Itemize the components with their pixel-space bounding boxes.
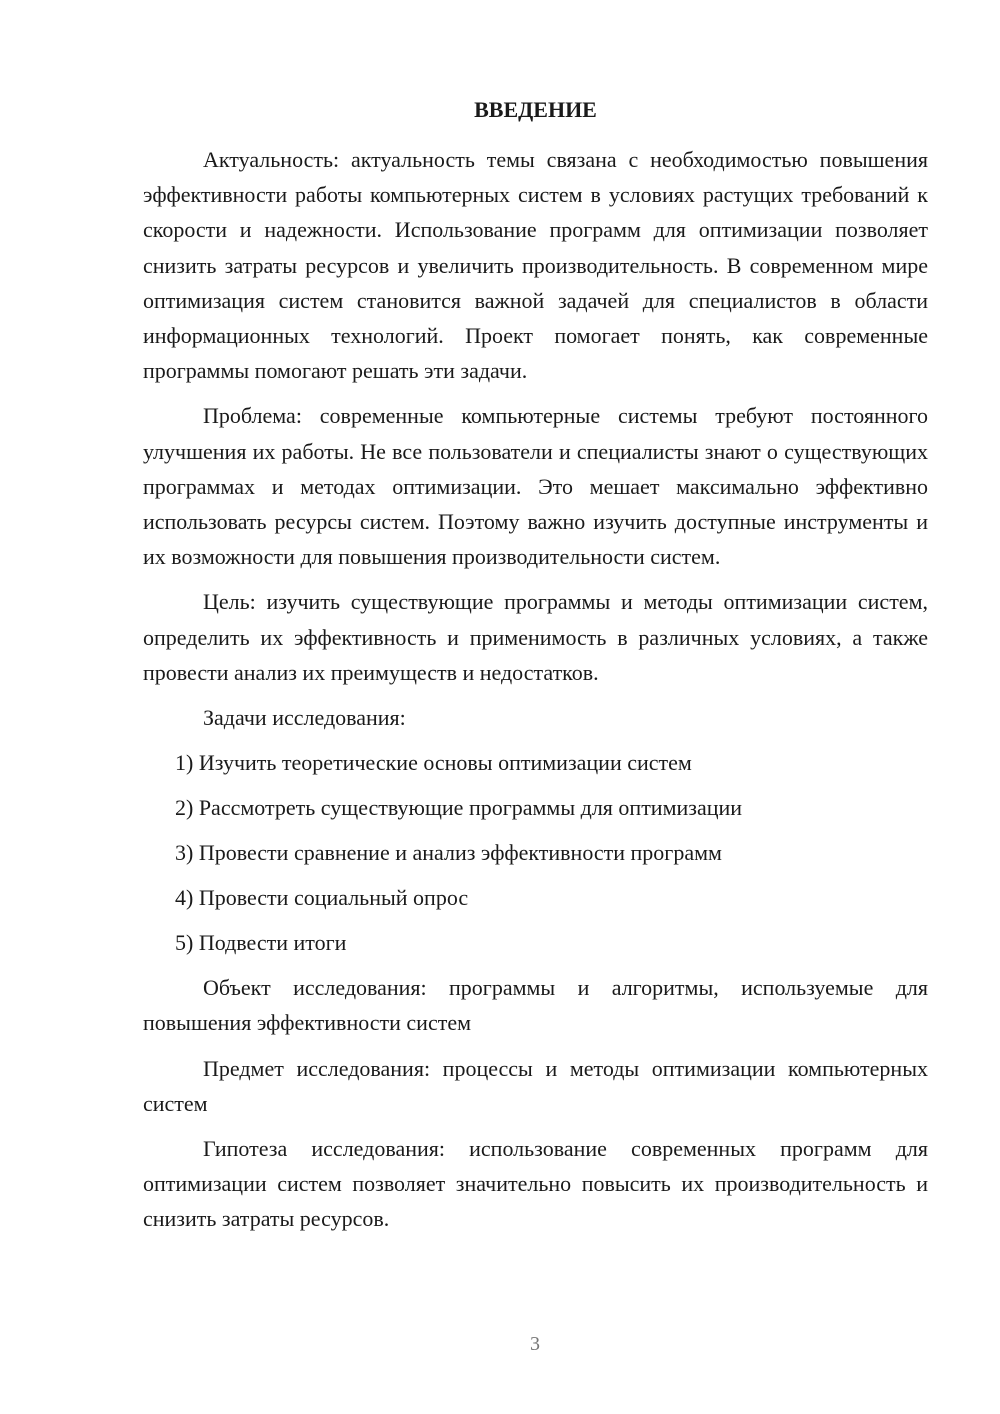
list-item: 3) Провести сравнение и анализ эффективности программ [175, 840, 722, 866]
paragraph-goal: Цель: изучить существующие программы и методы оптимизации систем, определить их эффективность и применимость в различных условиях, а также провести анализ их преимуществ и недостатков. [143, 589, 928, 685]
paragraph-subject: Предмет исследования: процессы и методы оптимизации компьютерных систем [143, 1055, 928, 1116]
page-title: ВВЕДЕНИЕ [474, 97, 597, 122]
paragraph-object: Объект исследования: программы и алгоритмы, используемые для повышения эффективности систем [143, 975, 928, 1036]
tasks-title: Задачи исследования: [203, 705, 406, 731]
list-item: 2) Рассмотреть существующие программы для оптимизации [175, 795, 743, 821]
paragraph-hypothesis: Гипотеза исследования: использование современных программ для оптимизации систем позволяет значительно повысить их производительность и снизить затраты ресурсов. [143, 1136, 928, 1232]
list-item: 5) Подвести итоги [175, 930, 347, 956]
paragraph-relevance: Актуальность: актуальность темы связана с необходимостью повышения эффективности работы компьютерных систем в условиях растущих требований к скорости и надежности. Использование программ для оптимизации позволяет снизить затраты ресурсов и увеличить производительность. В современном мире оптимизация систем становится важной задачей для специалистов в области информационных технологий. Проект помогает понять, как современные программы помогают решать эти задачи. [143, 147, 928, 384]
paragraph-problem: Проблема: современные компьютерные системы требуют постоянного улучшения их работы. Не все пользователи и специалисты знают о существующих программах и методах оптимизации. Это мешает максимально эффективно использовать ресурсы систем. Поэтому важно изучить доступные инструменты и их возможности для повышения производительности систем. [143, 403, 928, 570]
tasks-list [143, 745, 928, 960]
page-number: 3 [530, 1333, 540, 1355]
document-body [143, 95, 928, 1247]
list-item: 4) Провести социальный опрос [175, 885, 469, 911]
list-item: 1) Изучить теоретические основы оптимизации систем [175, 750, 692, 776]
